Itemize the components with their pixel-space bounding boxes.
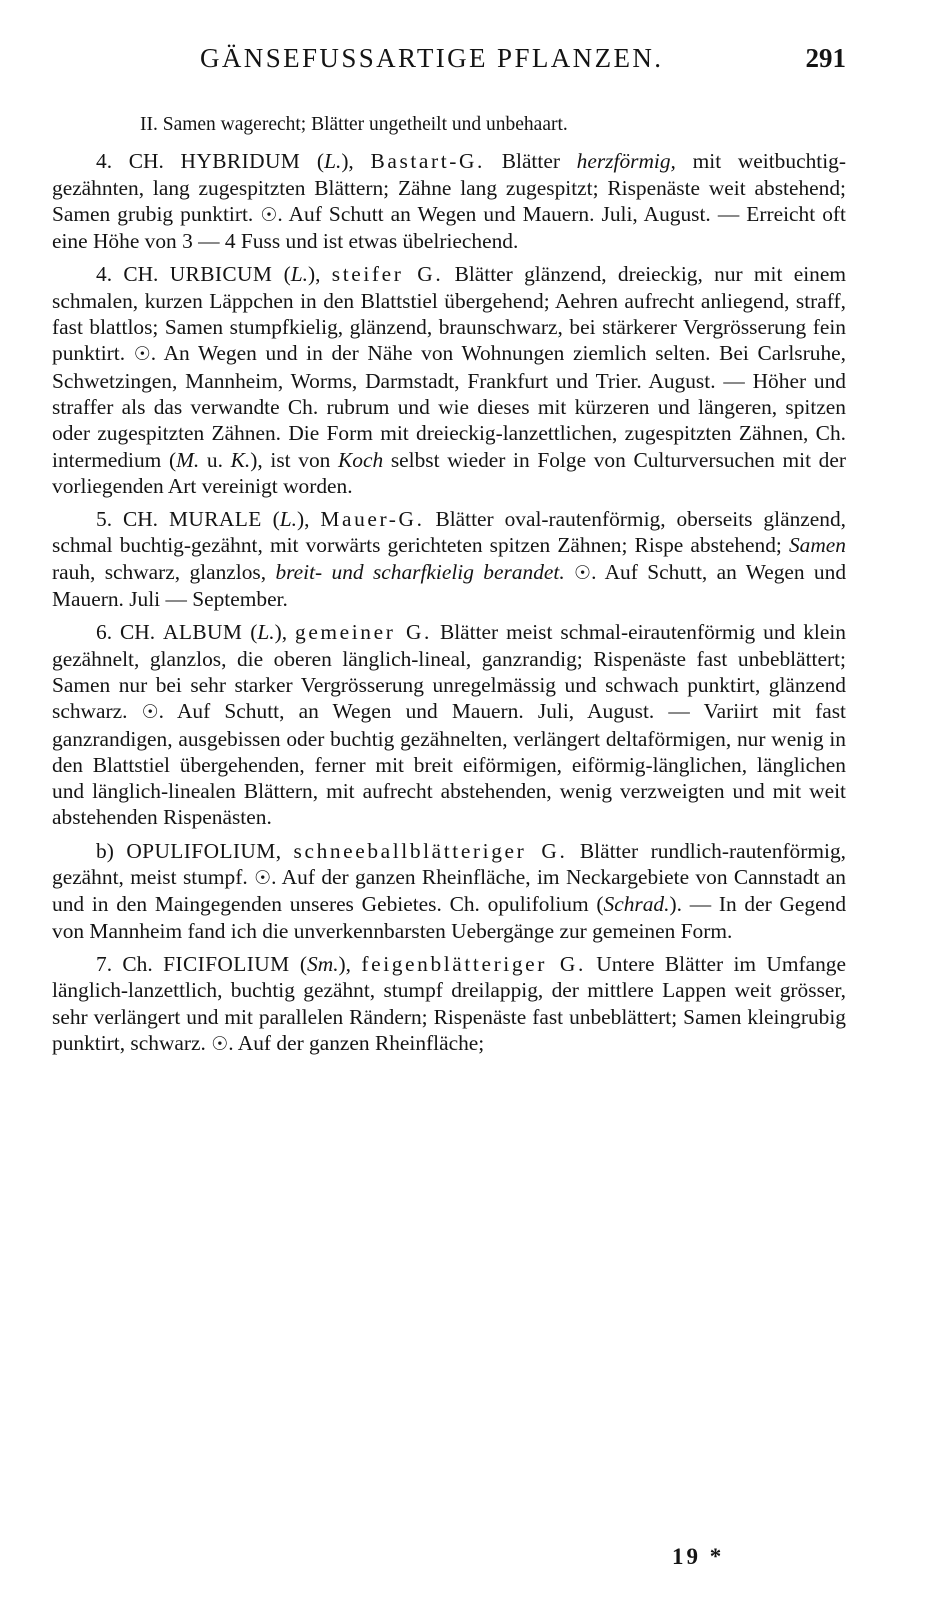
annual-symbol-icon: ☉ (211, 1032, 229, 1055)
author: L. (324, 149, 342, 174)
author-koch: Koch (338, 447, 384, 472)
common-name: Bastart-G. (370, 149, 486, 174)
entry-urbicum: 4. CH. URBICUM (L.), steifer G. Blätter glänzend, dreieckig, nur mit einem schmalen, kurzen Läppchen in den Blattstiel übergehend; Aehren aufrecht anliegend, straff, fast blattlos; Samen stumpfkielig, glänzend, braunschwarz, bei stärkerer Vergrösserung fein punktirt. ☉. An Wegen und in der Nähe von Wohnungen ziemlich selten. Bei Carlsruhe, Schwetzingen, Mannheim, Worms, Darmstadt, Frankfurt und Trier. August. — Höher und straffer als das verwandte Ch. rubrum und wie dieses mit kürzeren und längeren, spitzen oder zugespitzten Zähnen. Die Form mit dreieckig-lanzettlichen, zugespitzten Zähnen, Ch. intermedium (M. u. K.), ist von Koch selbst wieder in Folge von Culturversuchen mit der vorliegenden Art vereinigt worden. (52, 262, 846, 498)
author: Schrad. (603, 892, 670, 917)
species-name: ALBUM (163, 620, 243, 645)
variety-name: OPULIFOLIUM (126, 838, 276, 863)
common-name: steifer G. (331, 262, 444, 287)
entry-hybridum: 4. CH. HYBRIDUM (L.), Bastart-G. Blätter herzförmig, mit weitbuchtig-gezähnten, lang zugespitzten Blättern; Zähne lang zugespitzt; Rispenäste weit abstehend; Samen grubig punktirt. ☉. Auf Schutt an Wegen und Mauern. Juli, August. — Erreicht oft eine Höhe von 3 — 4 Fuss und ist etwas übelriechend. (52, 149, 846, 254)
section-subheading: II. Samen wagerecht; Blätter ungetheilt und unbehaart. (140, 114, 568, 135)
entry-opulifolium: b) OPULIFOLIUM, schneeballblätteriger G. Blätter rundlich-rautenförmig, gezähnt, meist stumpf. ☉. Auf der ganzen Rheinfläche, im Neckargebiete von Cannstadt an und in den Maingegenden unseres Gebietes. Ch. opulifolium (Schrad.). — In der Gegend von Mannheim fand ich die unverkennbarsten Uebergänge zur gemeinen Form. (52, 838, 847, 943)
species-name: HYBRIDUM (180, 149, 301, 174)
emphasis: breit- und scharfkielig berandet. (275, 559, 565, 584)
author: K. (230, 447, 251, 472)
entry-number: 4. CH. (96, 262, 159, 287)
species-name: MURALE (168, 507, 262, 532)
entry-murale: 5. CH. MURALE (L.), Mauer-G. Blätter oval-rautenförmig, oberseits glänzend, schmal buchtig-gezähnt, mit vorwärts gerichteten spitzen Zähnen; Rispe abstehend; Samen rauh, schwarz, glanzlos, breit- und scharfkielig berandet. ☉. Auf Schutt, an Wegen und Mauern. Juli — September. (52, 507, 847, 612)
entry-number: 6. CH. (96, 620, 156, 645)
annual-symbol-icon: ☉ (260, 203, 278, 226)
author: L. (279, 507, 297, 532)
entry-number: 5. CH. (96, 507, 159, 532)
page-body (52, 112, 846, 1064)
annual-symbol-icon: ☉ (141, 701, 159, 724)
species-name: FICIFOLIUM (163, 951, 290, 976)
signature-mark: 19 * (672, 1544, 725, 1569)
author: L. (257, 620, 275, 645)
common-name: Mauer-G. (320, 507, 425, 532)
common-name: feigenblätteriger G. (361, 951, 586, 976)
author: L. (290, 262, 308, 287)
entry-number: 4. CH. (96, 149, 164, 174)
emphasis: herzförmig, (576, 149, 676, 174)
annual-symbol-icon: ☉ (133, 343, 151, 366)
author: M. (176, 447, 200, 472)
page-number: 291 (805, 43, 846, 73)
running-title: GÄNSEFUSSARTIGE PFLANZEN. (200, 43, 664, 73)
entry-album: 6. CH. ALBUM (L.), gemeiner G. Blätter meist schmal-eirautenförmig und klein gezähnelt, glanzlos, die oberen länglich-lineal, ganzrandig; Rispenäste fast unbeblättert; Samen nur bei sehr starker Vergrösserung unregelmässig und schwach punktirt, glänzend schwarz. ☉. Auf Schutt, an Wegen und Mauern. Juli, August. — Variirt mit fast ganzrandigen, ausgebissen oder buchtig gezähnelten, verlängert deltaförmigen, nur wenig in den Blattstiel übergehenden, ferner mit breit eiförmigen, eiförmig-länglichen, länglichen und länglich-linealen Blättern, mit aufrecht abstehenden, wenig verzweigten und mit weit abstehenden Rispenästen. (52, 620, 846, 830)
running-header (52, 38, 846, 78)
common-name: gemeiner G. (295, 620, 432, 645)
species-name: URBICUM (169, 262, 273, 287)
common-name: schneeballblätteriger G. (293, 838, 568, 863)
annual-symbol-icon: ☉ (254, 867, 272, 890)
emphasis: Samen (788, 533, 846, 558)
entry-ficifolium: 7. Ch. FICIFOLIUM (Sm.), feigenblätteriger G. Untere Blätter im Umfange länglich-lanzettlich, buchtig gezähnt, stumpf dreilappig, der mittlere Lappen weit grösser, sehr verlängert und mit parallelen Rändern; Rispenäste fast unbeblättert; Samen kleingrubig punktirt, schwarz. ☉. Auf der ganzen Rheinfläche; (52, 951, 846, 1055)
author: Sm. (307, 951, 339, 976)
annual-symbol-icon: ☉ (574, 561, 592, 584)
entry-number: 7. Ch. (96, 951, 153, 976)
